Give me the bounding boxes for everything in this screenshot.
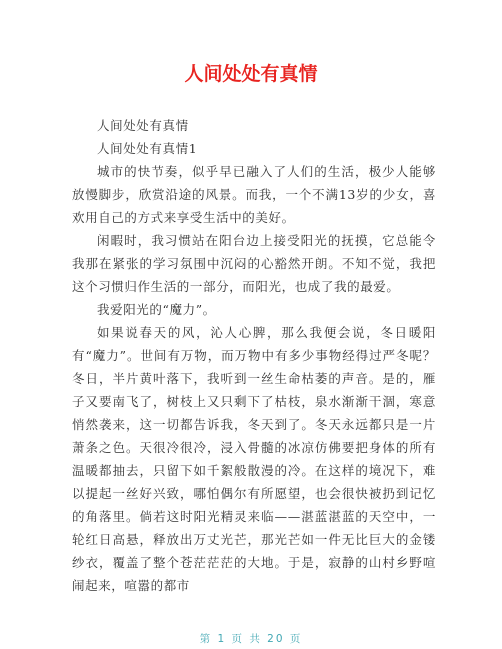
paragraph-heading: 人间处处有真情 [97,118,189,133]
paragraph: 我爱阳光的“魔力”。 [97,302,216,317]
paragraph: 城市的快节奏，似乎早已融入了人们的生活，极少人能够放慢脚步，欣赏沿途的风景。而我，一个不满13岁的少女，喜欢用自己的方式来享受生活中的美好。 [72,164,436,225]
paragraph: 闲暇时，我习惯站在阳台边上接受阳光的抚摸，它总能令我那在紧张的学习氛围中沉闷的心豁然开朗。不知不觉，我把这个习惯归作生活的一部分，而阳光，也成了我的最爱。 [72,233,436,294]
paragraph-subheading: 人间处处有真情1 [97,141,198,156]
document-body [72,114,436,597]
page-number-footer: 第 1 页 共 20 页 [199,633,303,645]
document-title: 人间处处有真情 [184,63,318,85]
paragraph: 如果说春天的风，沁人心脾，那么我便会说，冬日暖阳有“魔力”。世间有万物，而万物中有多少事物经得过严冬呢？冬日，半片黄叶落下，我听到一丝生命枯萎的声音。是的，雁子又要南飞了，树枝上又只剩下了枯枝，泉水渐渐干涸，寒意悄然袭来，这一切都告诉我，冬天到了。冬天永远都只是一片萧条之色。天很冷很冷，浸入骨髓的冰凉仿佛要把身体的所有温暖都抽去，只留下如千絮般散漫的冷。在这样的境况下，难以提起一丝好兴致，哪怕偶尔有所愿望，也会很快被扔到记忆的角落里。倘若这时阳光精灵来临——湛蓝湛蓝的天空中，一轮红日高悬，释放出万丈光芒，那光芒如一件无比巨大的金镂纱衣，覆盖了整个苍茫茫茫的大地。于是，寂静的山村乡野喧闹起来，喧嚣的都市 [72,325,436,593]
